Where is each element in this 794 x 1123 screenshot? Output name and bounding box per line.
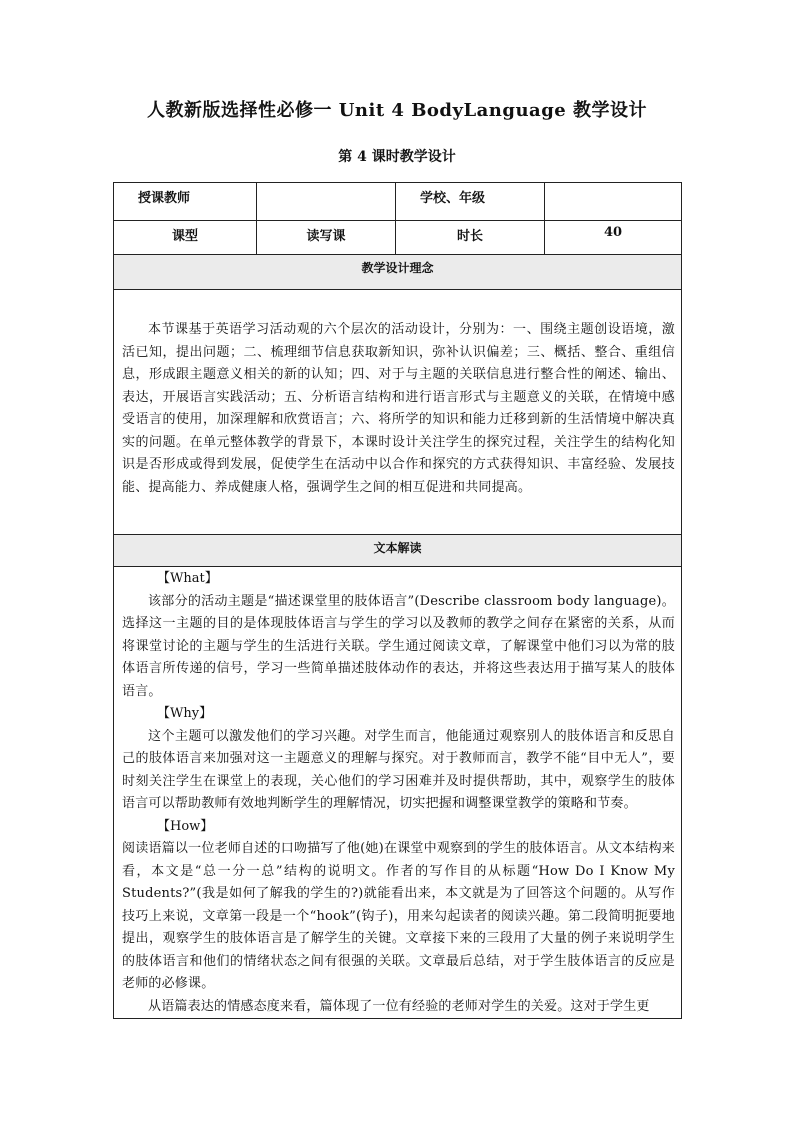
lesson-type-label: 课型 <box>114 221 257 255</box>
how-paragraph: 阅读语篇以一位老师自述的口吻描写了他(她)在课堂中观察到的学生的肢体语言。从文本结构来看，本文是“总一分一总”结构的说明文。作者的写作目的从标题“How Do I Know My Students?”(我是如何了解我的学生的?)就能看出来，本文就是为了回答这个问题的。从写作技巧上来说，文章第一段是一个“hook”(钩子)，用来勾起读者的阅读兴趣。第二段简明扼要地提出，观察学生的肢体语言是了解学生的关键。文章接下来的三段用了大量的例子来说明学生的肢体语言和他们的情绪状态之间有很强的关联。文章最后总结，对于学生肢体语言的反应是老师的必修课。 <box>122 841 675 991</box>
emotion-paragraph: 从语篇表达的情感态度来看，篇体现了一位有经验的老师对学生的关爱。这对于学生更 <box>148 998 650 1014</box>
lesson-type-value: 读写课 <box>257 221 396 255</box>
document-subtitle: 第 4 课时教学设计 <box>338 149 456 165</box>
why-tag: 【Why】 <box>157 706 213 721</box>
how-tag: 【How】 <box>157 818 214 834</box>
what-tag: 【What】 <box>157 571 218 586</box>
teacher-value <box>257 183 396 221</box>
what-paragraph: 该部分的活动主题是“描述课堂里的肢体语言”(Describe classroom body language)。选择这一主题的目的是体现肢体语言与学生的学习以及教师的教学之间存在紧密的关系，从而将课堂讨论的主题与学生的生活进行关联。学生通过阅读文章，了解课堂中他们习以为常的肢体语言所传递的信号，学习一些简单描述肢体动作的表达，并将这些表达用于描写某人的肢体语言。 <box>122 593 675 699</box>
why-paragraph: 这个主题可以激发他们的学习兴趣。对学生而言，他能通过观察别人的肢体语言和反思自己的肢体语言来加强对这一主题意义的理解与探究。对于教师而言，教学不能“目中无人”，要时刻关注学生在课堂上的表现，关心他们的学习困难并及时提供帮助，其中，观察学生的肢体语言可以帮助教师有效地判断学生的理解情况，切实把握和调整课堂教学的策略和节奏。 <box>122 728 675 811</box>
document-title: 人教新版选择性必修一 Unit 4 BodyLanguage 教学设计 <box>146 100 648 121</box>
teacher-label: 授课教师 <box>114 183 257 221</box>
concept-paragraph: 本节课基于英语学习活动观的六个层次的活动设计，分别为：一、围绕主题创设语境，激活已知，提出问题；二、梳理细节信息获取新知识，弥补认识偏差；三、概括、整合、重组信息，形成跟主题意义相关的新的认知；四、对于与主题的关联信息进行整合性的阐述、输出、表达，开展语言实践活动；五、分析语言结构和进行语言形式与主题意义的关联，在情境中感受语言的使用，加深理解和欣赏语言；六、将所学的知识和能力迁移到新的生活情境中解决真实的问题。在单元整体教学的背景下，本课时设计关注学生的探究过程，关注学生的结构化知识是否形成或得到发展，促使学生在活动中以合作和探究的方式获得知识、丰富经验、发展技能、提高能力、养成健康人格，强调学生之间的相互促进和共同提高。 <box>122 322 675 495</box>
lesson-plan-table <box>113 182 682 1019</box>
text-analysis-heading: 文本解读 <box>114 535 682 567</box>
concept-body <box>114 290 682 535</box>
text-analysis-body <box>114 567 682 1019</box>
duration-value: 40 <box>545 221 682 255</box>
school-grade-value <box>545 183 682 221</box>
school-grade-label: 学校、年级 <box>396 183 545 221</box>
concept-heading: 教学设计理念 <box>114 255 682 290</box>
duration-label: 时长 <box>396 221 545 255</box>
